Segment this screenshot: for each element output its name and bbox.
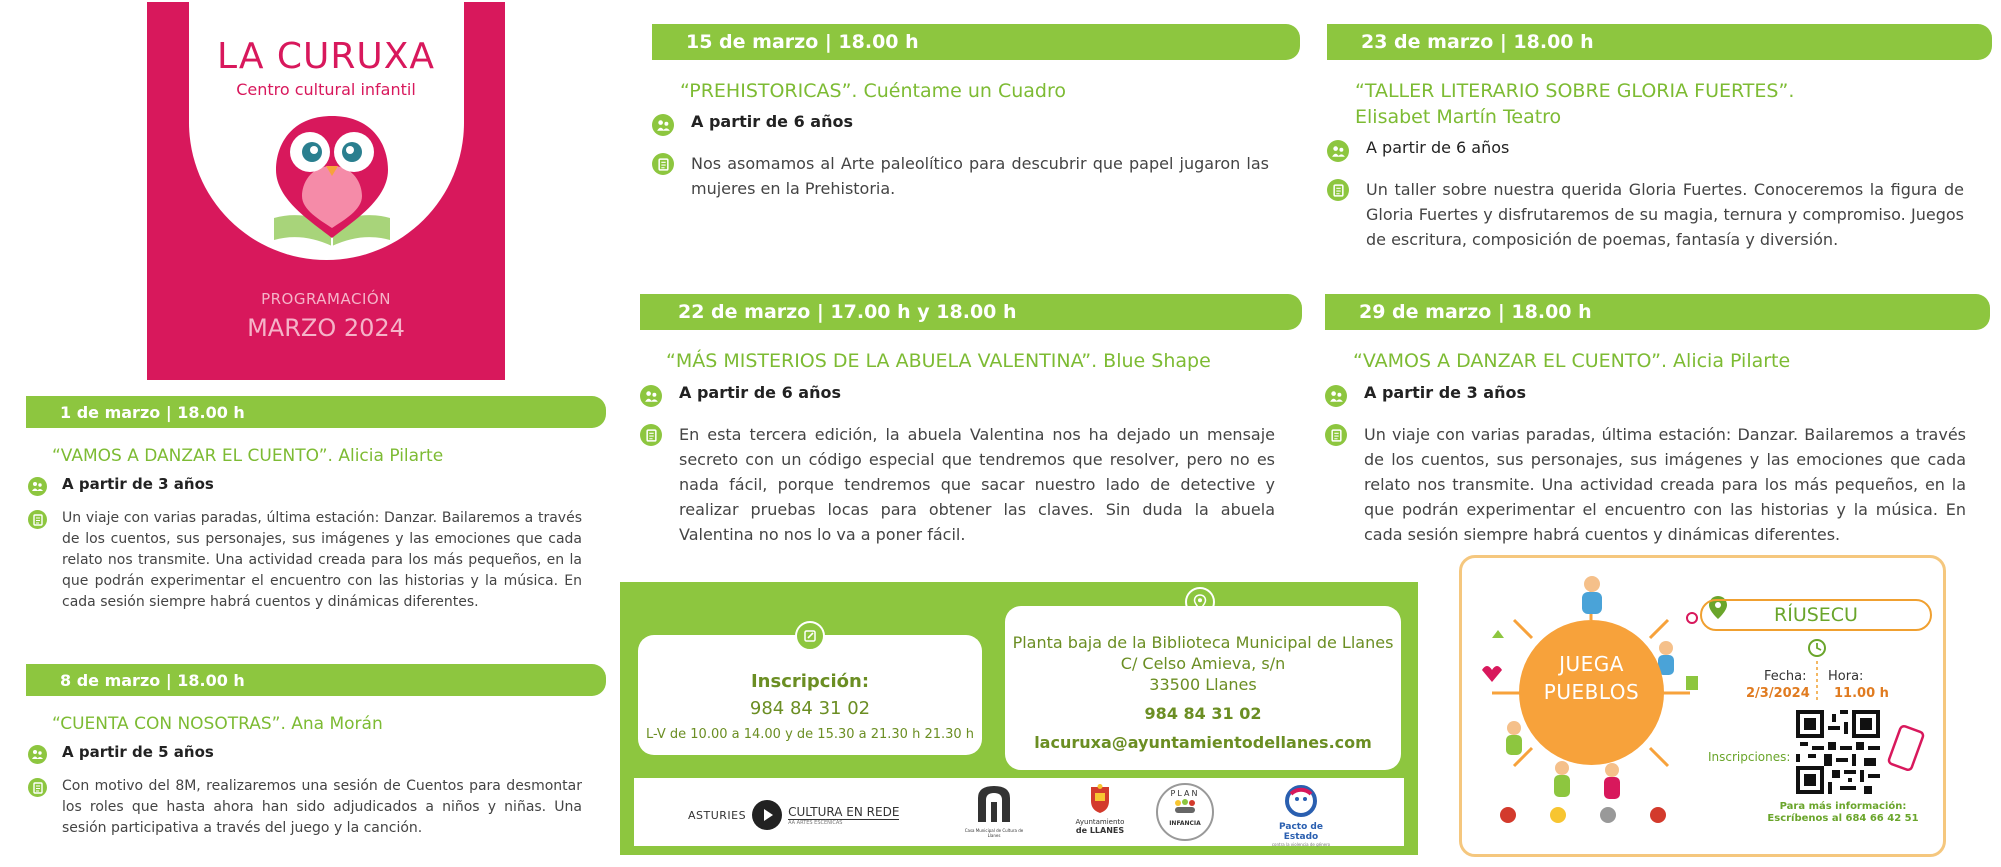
event-date-bar: 22 de marzo | 17.00 h y 18.00 h bbox=[640, 294, 1302, 330]
plan-infancia-logo bbox=[1156, 783, 1214, 841]
document-icon bbox=[1327, 179, 1349, 201]
ayto-line2: de LLANES bbox=[1075, 826, 1125, 835]
event-date-bar: 8 de marzo | 18.00 h bbox=[26, 664, 606, 696]
asturies-label: ASTURIES bbox=[688, 808, 747, 822]
juega-pueblos-flyer bbox=[1459, 555, 1946, 857]
event-age-row bbox=[1325, 383, 1990, 407]
hora-label: Hora: bbox=[1828, 669, 1864, 684]
cultura-sub-label: AA ARTES ESCÉNICAS bbox=[788, 819, 843, 826]
sun-line2: PUEBLOS bbox=[1543, 680, 1640, 704]
poster-subtitle: Centro cultural infantil bbox=[236, 80, 416, 99]
event-age-row bbox=[1327, 138, 1992, 162]
children-icon bbox=[640, 385, 662, 407]
pacto-circle-icon bbox=[1281, 784, 1321, 818]
sponsor-logos-strip bbox=[634, 778, 1404, 846]
event-age: A partir de 3 años bbox=[1364, 383, 1526, 402]
more-info bbox=[1743, 801, 1943, 825]
owl-book-icon bbox=[262, 114, 402, 254]
event-title: “CUENTA CON NOSOTRAS”. Ana Morán bbox=[52, 714, 383, 734]
event-age-row bbox=[28, 743, 606, 764]
event-29-marzo bbox=[1325, 294, 1990, 547]
document-icon bbox=[652, 153, 674, 175]
pacto-estado-logo bbox=[1261, 784, 1341, 847]
registration-card bbox=[638, 635, 982, 755]
plan-top-label: PLAN bbox=[1170, 789, 1200, 798]
event-title-line2: Elisabet Martín Teatro bbox=[1355, 106, 1562, 128]
address-line2: C/ Celso Amieva, s/n bbox=[1120, 654, 1286, 673]
ayto-line1: Ayuntamiento bbox=[1075, 818, 1125, 826]
play-arrow-icon bbox=[752, 800, 782, 830]
registration-hours: L-V de 10.00 a 14.00 y de 15.30 a 21.30 h 21.30 h bbox=[645, 727, 975, 742]
pacto-line1: Pacto de Estado bbox=[1279, 822, 1323, 842]
event-age: A partir de 5 años bbox=[62, 743, 214, 761]
programacion-label: PROGRAMACIÓN bbox=[261, 290, 391, 308]
event-age-row bbox=[652, 112, 1300, 136]
children-icon bbox=[28, 477, 47, 496]
edit-icon bbox=[795, 621, 825, 651]
event-title bbox=[1355, 78, 1992, 130]
cultura-en-rede-label: CULTURA EN REDE bbox=[788, 804, 900, 819]
address-block bbox=[1005, 632, 1401, 695]
event-description: Un viaje con varias paradas, última estación: Danzar. Bailaremos a través de los cuentos, sus personajes, sus imágenes y las emociones que cada relato nos transmite. Una actividad creada para los más pequeños, en la que podrán experimentar el encuentro con las historias y la música. En cada sesión siempre habrá cuentos y dinámicas diferentes. bbox=[62, 510, 582, 610]
ayuntamiento-llanes-logo bbox=[1067, 784, 1133, 835]
event-description: Un taller sobre nuestra querida Gloria Fuertes. Conoceremos la figura de Gloria Fuertes y disfrutaremos de su magia, ternura y compromiso. Juegos de escritura, composición de poemas, fantasía y diversión. bbox=[1366, 180, 1964, 249]
casa-cultura-logo bbox=[964, 782, 1024, 838]
arch-icon bbox=[974, 782, 1014, 824]
event-description: Un viaje con varias paradas, última estación: Danzar. Bailaremos a través de los cuentos, sus personajes, sus imágenes y las emociones que cada relato nos transmite. Una actividad creada para los más pequeños, en la que podrán experimentar el encuentro con las historias y la música. En cada sesión siempre habrá cuentos y dinámicas diferentes. bbox=[1364, 425, 1966, 544]
casa-label: Casa Municipal de Cultura de Llanes bbox=[964, 828, 1024, 838]
event-desc-row bbox=[28, 508, 606, 613]
registration-title: Inscripción: bbox=[750, 671, 870, 692]
event-desc-row bbox=[28, 776, 606, 839]
plan-bottom-label: INFANCIA bbox=[1169, 820, 1201, 827]
document-icon bbox=[28, 778, 47, 797]
fecha-value: 2/3/2024 bbox=[1746, 686, 1810, 701]
event-title: “VAMOS A DANZAR EL CUENTO”. Alicia Pilarte bbox=[52, 446, 444, 466]
children-icon bbox=[1327, 140, 1349, 162]
event-23-marzo bbox=[1327, 24, 1992, 252]
hora-value: 11.00 h bbox=[1834, 686, 1889, 701]
event-date-bar: 15 de marzo | 18.00 h bbox=[652, 24, 1300, 60]
juega-pueblos-label bbox=[1519, 650, 1664, 706]
address-line1: Planta baja de la Biblioteca Municipal de Llanes bbox=[1012, 633, 1394, 652]
event-8-marzo bbox=[26, 664, 606, 839]
pacto-line2: contra la violencia de género bbox=[1271, 842, 1331, 847]
info-box bbox=[620, 582, 1418, 855]
more-line2: Escríbenos al 684 66 42 51 bbox=[1767, 813, 1919, 824]
qr-code-icon[interactable] bbox=[1796, 710, 1880, 794]
event-date-bar: 23 de marzo | 18.00 h bbox=[1327, 24, 1992, 60]
event-date-bar: 1 de marzo | 18.00 h bbox=[26, 396, 606, 428]
fecha-label: Fecha: bbox=[1764, 669, 1807, 684]
event-age: A partir de 6 años bbox=[1366, 138, 1510, 157]
address-email[interactable]: lacuruxa@ayuntamientodellanes.com bbox=[1034, 733, 1372, 752]
event-title: “PREHISTORICAS”. Cuéntame un Cuadro bbox=[680, 80, 1067, 102]
event-description: En esta tercera edición, la abuela Valentina nos ha dejado un mensaje secreto con un código especial que tendremos que resolver, pero no es nada fácil, porque tendremos que sacar nuestro lado de detective y realizar pruebas locas para obtener las claves. Sin duda la abuela Valentina no nos lo va a poner fácil. bbox=[679, 425, 1275, 544]
place-name: RÍUSECU bbox=[1700, 599, 1932, 631]
event-desc-row bbox=[1325, 422, 1990, 547]
event-description: Con motivo del 8M, realizaremos una sesión de Cuentos para desmontar los roles que hasta ahora han sido adjudicados a niños y niñas. Una sesión participativa a través del juego y la canción. bbox=[62, 778, 582, 836]
sun-line1: JUEGA bbox=[1559, 652, 1624, 676]
event-title: “MÁS MISTERIOS DE LA ABUELA VALENTINA”. Blue Shape bbox=[666, 350, 1211, 372]
children-group-icon bbox=[1170, 798, 1200, 816]
event-15-marzo bbox=[652, 24, 1300, 201]
children-icon bbox=[1325, 385, 1347, 407]
event-22-marzo bbox=[640, 294, 1302, 547]
event-title-line1: “TALLER LITERARIO SOBRE GLORIA FUERTES”. bbox=[1355, 80, 1795, 102]
event-age-row bbox=[28, 475, 606, 496]
poster-title: LA CURUXA bbox=[216, 36, 436, 77]
event-age: A partir de 3 años bbox=[62, 475, 214, 493]
event-title: “VAMOS A DANZAR EL CUENTO”. Alicia Pilarte bbox=[1353, 350, 1791, 372]
document-icon bbox=[640, 424, 662, 446]
children-icon bbox=[28, 745, 47, 764]
event-age-row bbox=[640, 383, 1302, 407]
event-age: A partir de 6 años bbox=[691, 112, 853, 131]
event-1-marzo bbox=[26, 396, 606, 613]
document-icon bbox=[1325, 424, 1347, 446]
address-phone[interactable]: 984 84 31 02 bbox=[1144, 704, 1262, 723]
address-card bbox=[1005, 606, 1401, 770]
inscripciones-label: Inscripciones: bbox=[1708, 750, 1791, 764]
event-desc-row bbox=[652, 151, 1300, 201]
address-line3: 33500 Llanes bbox=[1149, 675, 1257, 694]
event-date-bar: 29 de marzo | 18.00 h bbox=[1325, 294, 1990, 330]
registration-phone[interactable]: 984 84 31 02 bbox=[749, 698, 871, 719]
shield-icon bbox=[1089, 784, 1111, 814]
event-age: A partir de 6 años bbox=[679, 383, 841, 402]
programacion-month: MARZO 2024 bbox=[247, 314, 405, 342]
la-curuxa-poster bbox=[147, 2, 505, 380]
children-icon bbox=[652, 114, 674, 136]
event-desc-row bbox=[640, 422, 1302, 547]
document-icon bbox=[28, 510, 47, 529]
event-desc-row bbox=[1327, 177, 1992, 252]
event-description: Nos asomamos al Arte paleolítico para descubrir que papel jugaron las mujeres en la Prehistoria. bbox=[691, 154, 1269, 198]
more-line1: Para más información: bbox=[1779, 801, 1907, 812]
cultura-en-rede-logo bbox=[688, 800, 899, 830]
